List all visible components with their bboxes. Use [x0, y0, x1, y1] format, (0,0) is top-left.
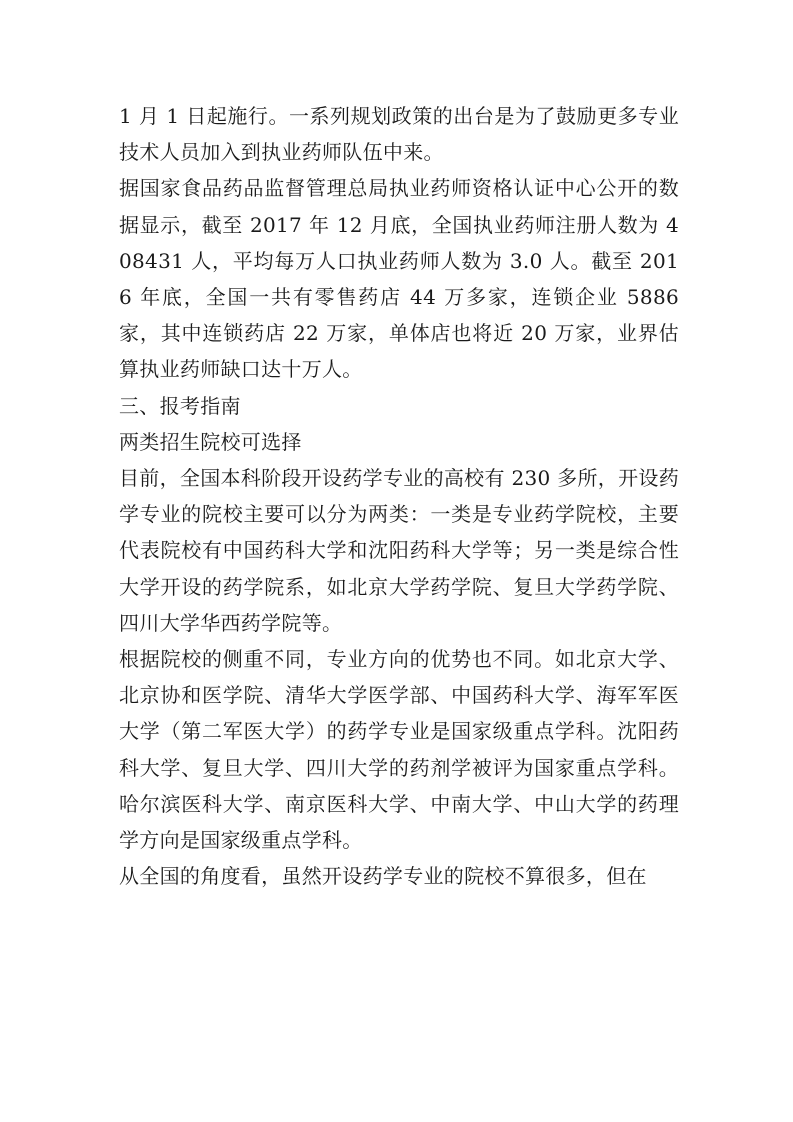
paragraph-school-types: 目前，全国本科阶段开设药学专业的高校有 230 多所，开设药学专业的院校主要可以分为两类：一类是专业药学院校，主要代表院校有中国药科大学和沈阳药科大学等；另一类是综合性大学开设的药学院系，如北京大学药学院、复旦大学药学院、四川大学华西药学院等。 — [119, 466, 679, 635]
subheading-two-school-types: 两类招生院校可选择 — [119, 429, 302, 454]
paragraph-policy-intro: 1 月 1 日起施行。一系列规划政策的出台是为了鼓励更多专业技术人员加入到执业药师队伍中来。 — [119, 104, 679, 165]
paragraph-national-overview: 从全国的角度看，虽然开设药学专业的院校不算很多，但在 — [119, 864, 647, 889]
document-page — [119, 98, 679, 894]
paragraph-pharmacist-statistics: 据国家食品药品监督管理总局执业药师资格认证中心公开的数据显示，截至 2017 年 12 月底，全国执业药师注册人数为 408431 人，平均每万人口执业药师人数为 3.0 人。截至 2016 年底，全国一共有零售药店 44 万多家，连锁企业 5886 家，其中连锁药店 22 万家，单体店也将近 20 万家，业界估算执业药师缺口达十万人。 — [119, 176, 679, 382]
section-heading-application-guide: 三、报考指南 — [119, 393, 241, 418]
paragraph-key-disciplines: 根据院校的侧重不同，专业方向的优势也不同。如北京大学、北京协和医学院、清华大学医学部、中国药科大学、海军军医大学（第二军医大学）的药学专业是国家级重点学科。沈阳药科大学、复旦大学、四川大学的药剂学被评为国家重点学科。哈尔滨医科大学、南京医科大学、中南大学、中山大学的药理学方向是国家级重点学科。 — [119, 647, 679, 853]
